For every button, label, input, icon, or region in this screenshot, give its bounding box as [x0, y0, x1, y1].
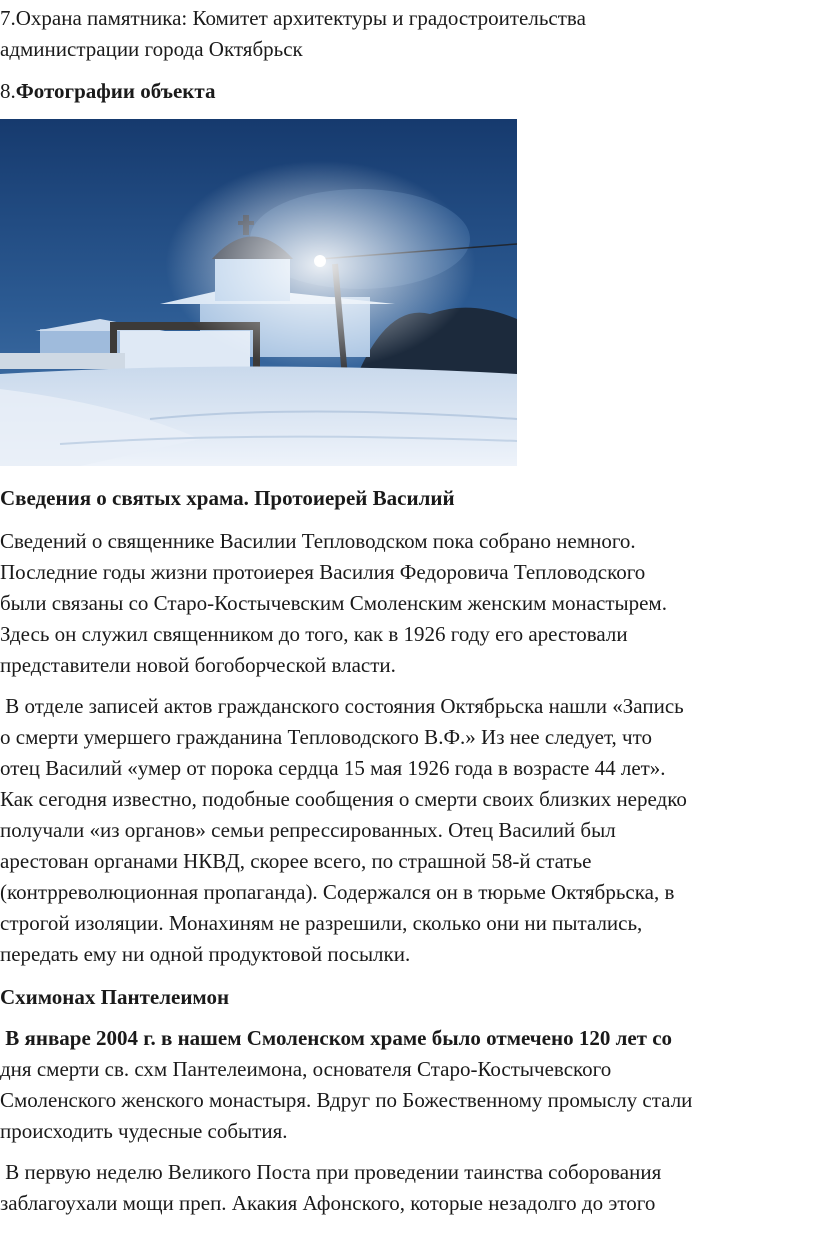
- para-2-line-8: строгой изоляции. Монахиням не разрешили, сколько они ни пытались,: [0, 911, 643, 935]
- church-winter-photo-icon: [0, 119, 517, 466]
- para-2-line-9: передать ему ни одной продуктовой посылки.: [0, 942, 411, 966]
- para-3-line-3: Смоленского женского монастыря. Вдруг по Божественному промыслу стали: [0, 1088, 693, 1112]
- para-2-line-4: Как сегодня известно, подобные сообщения о смерти своих близких нередко: [0, 787, 687, 811]
- para-4-line-1: В первую неделю Великого Поста при проведении таинства соборования: [0, 1160, 662, 1184]
- item-8-title: Фотографии объекта: [15, 79, 216, 103]
- para-1-line-3: были связаны со Старо-Костычевским Смоленским женским монастырем.: [0, 591, 667, 615]
- para-2-line-6: арестован органами НКВД, скорее всего, по страшной 58-й статье: [0, 849, 592, 873]
- para-2-line-3: отец Василий «умер от порока сердца 15 мая 1926 года в возрасте 44 лет».: [0, 756, 666, 780]
- church-photo: [0, 119, 517, 466]
- item-8-number: 8.: [0, 79, 16, 103]
- item-7-line-1: 7.Охрана памятника: Комитет архитектуры и градостроительства: [0, 6, 586, 30]
- para-2-line-7: (контрреволюционная пропаганда). Содержался он в тюрьме Октябрьска, в: [0, 880, 675, 904]
- section-1-title: Сведения о святых храма. Протоиерей Василий: [0, 486, 455, 510]
- para-1-line-4: Здесь он служил священником до того, как в 1926 году его арестовали: [0, 622, 628, 646]
- para-4-line-2: заблагоухали мощи преп. Акакия Афонского, которые незадолго до этого: [0, 1191, 656, 1215]
- para-3-line-1: В январе 2004 г. в нашем Смоленском храме было отмечено 120 лет со: [0, 1026, 673, 1050]
- para-2-line-1: В отделе записей актов гражданского состояния Октябрьска нашли «Запись: [0, 694, 684, 718]
- para-3-line-4: происходить чудесные события.: [0, 1119, 288, 1143]
- para-2-line-5: получали «из органов» семьи репрессированных. Отец Василий был: [0, 818, 616, 842]
- item-7-line-2: администрации города Октябрьск: [0, 37, 303, 61]
- para-2-line-2: о смерти умершего гражданина Тепловодского В.Ф.» Из нее следует, что: [0, 725, 653, 749]
- section-2-title: Схимонах Пантелеимон: [0, 985, 230, 1009]
- para-1-line-5: представители новой богоборческой власти.: [0, 653, 396, 677]
- item-8-heading: [0, 76, 816, 107]
- para-1-line-2: Последние годы жизни протоиерея Василия Федоровича Тепловодского: [0, 560, 646, 584]
- para-3-line-2: дня смерти св. схм Пантелеимона, основателя Старо-Костычевского: [0, 1057, 612, 1081]
- para-1-line-1: Сведений о священнике Василии Тепловодском пока собрано немного.: [0, 529, 636, 553]
